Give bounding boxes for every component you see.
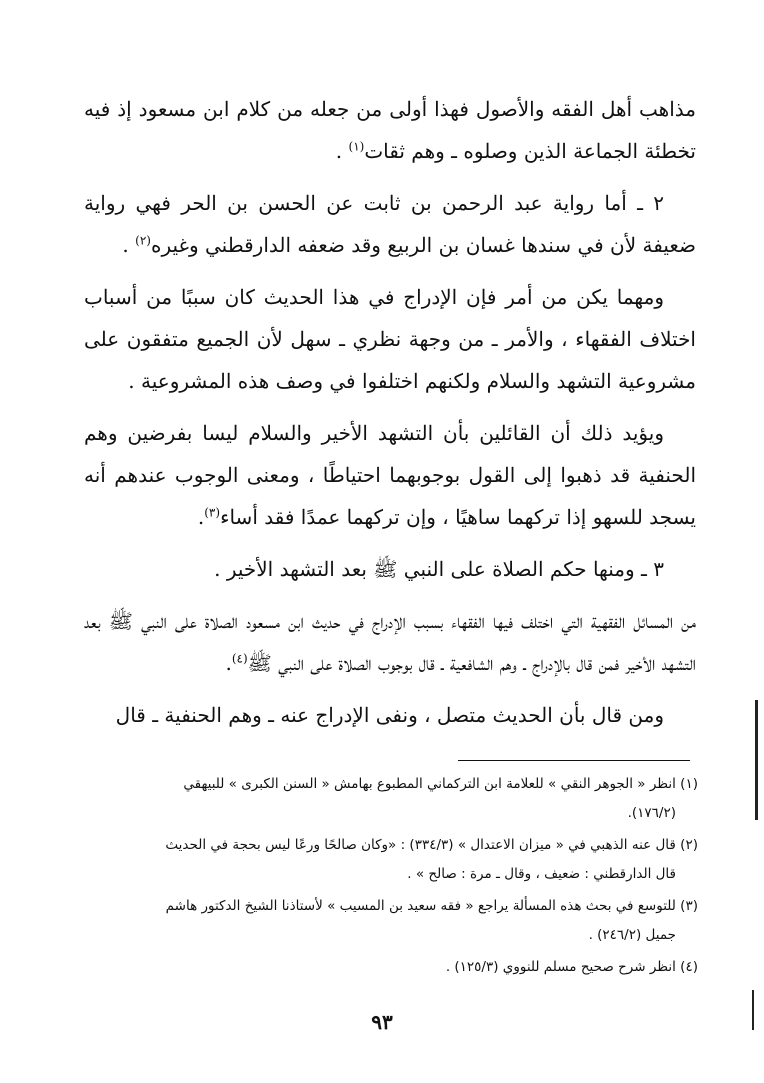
paragraph-1: مذاهب أهل الفقه والأصول فهذا أولى من جعله من كلام ابن مسعود إذ فيه تخطئة الجماعة الذين وصلوه ـ وهم ثقات$^{(١)}$ . (84, 97, 697, 163)
scan-edge-mark-lower (752, 990, 754, 1030)
footnote-ref-4: (٤) (231, 651, 248, 666)
footnote-3: (٣) للتوسع في بحث هذه المسألة يراجع « فقه سعيد بن المسيب » لأستاذنا الشيخ الدكتور هاشم جميل (٢٤٦/٢) . (165, 898, 698, 943)
paragraph-6: من المسائل الفقهية التي اختلف فيها الفقهاء بسبب الإدراج في حديث ابن مسعود الصلاة على النبي ﷺ بعد التشهد الأخير فمن قال بالإدراج ـ وهم الشافعية ـ قال بوجوب الصلاة على النبي ﷺ$^{(٤)}$. (84, 609, 696, 675)
footnote-ref-1: (١) (348, 139, 365, 154)
footnote-separator (458, 760, 690, 761)
footnotes (80, 770, 698, 985)
main-text (84, 88, 696, 746)
paragraph-2: ٢ ـ أما رواية عبد الرحمن بن ثابت عن الحسن بن الحر فهي رواية ضعيفة لأن في سندها غسان بن الربيع وقد ضعفه الدارقطني وغيره$^{(٢)}$ . (84, 191, 696, 257)
footnote-ref-2: (٢) (135, 233, 151, 248)
paragraph-7: ومن قال بأن الحديث متصل ، ونفى الإدراج عنه ـ وهم الحنفية ـ قال (115, 703, 664, 727)
paragraph-5: ٣ ـ ومنها حكم الصلاة على النبي ﷺ بعد التشهد الأخير . (214, 557, 664, 581)
footnote-4: (٤) انظر شرح صحيح مسلم للنووي (١٢٥/٣) . (445, 959, 698, 975)
footnote-1: (١) انظر « الجوهر النقي » للعلامة ابن التركماني المطبوع بهامش « السنن الكبرى » للبيهقي (١٧٦/٢). (183, 776, 698, 821)
page-number: ٩٣ (371, 1010, 393, 1034)
footnote-ref-3: (٣) (204, 505, 221, 520)
paragraph-3: ومهما يكن من أمر فإن الإدراج في هذا الحديث كان سببًا من أسباب اختلاف الفقهاء ، والأمر ـ من وجهة نظري ـ سهل لأن الجميع متفقون على مشروعية التشهد والسلام ولكنهم اختلفوا في وصف هذه المشروعية . (84, 285, 696, 393)
scan-edge-mark (755, 700, 758, 820)
footnote-2: (٢) قال عنه الذهبي في « ميزان الاعتدال » (٣٣٤/٣) : «وكان صالحًا ورعًا ليس بحجة في الحديث قال الدارقطني : ضعيف ، وقال ـ مرة : صالح » . (165, 837, 698, 882)
paragraph-4: ويؤيد ذلك أن القائلين بأن التشهد الأخير والسلام ليسا بفرضين وهم الحنفية قد ذهبوا إلى القول بوجوبهما احتياطًا ، ومعنى الوجوب عندهم أنه يسجد للسهو إذا تركهما ساهيًا ، وإن تركهما عمدًا فقد أساء$^{(٣)}$. (84, 421, 696, 529)
